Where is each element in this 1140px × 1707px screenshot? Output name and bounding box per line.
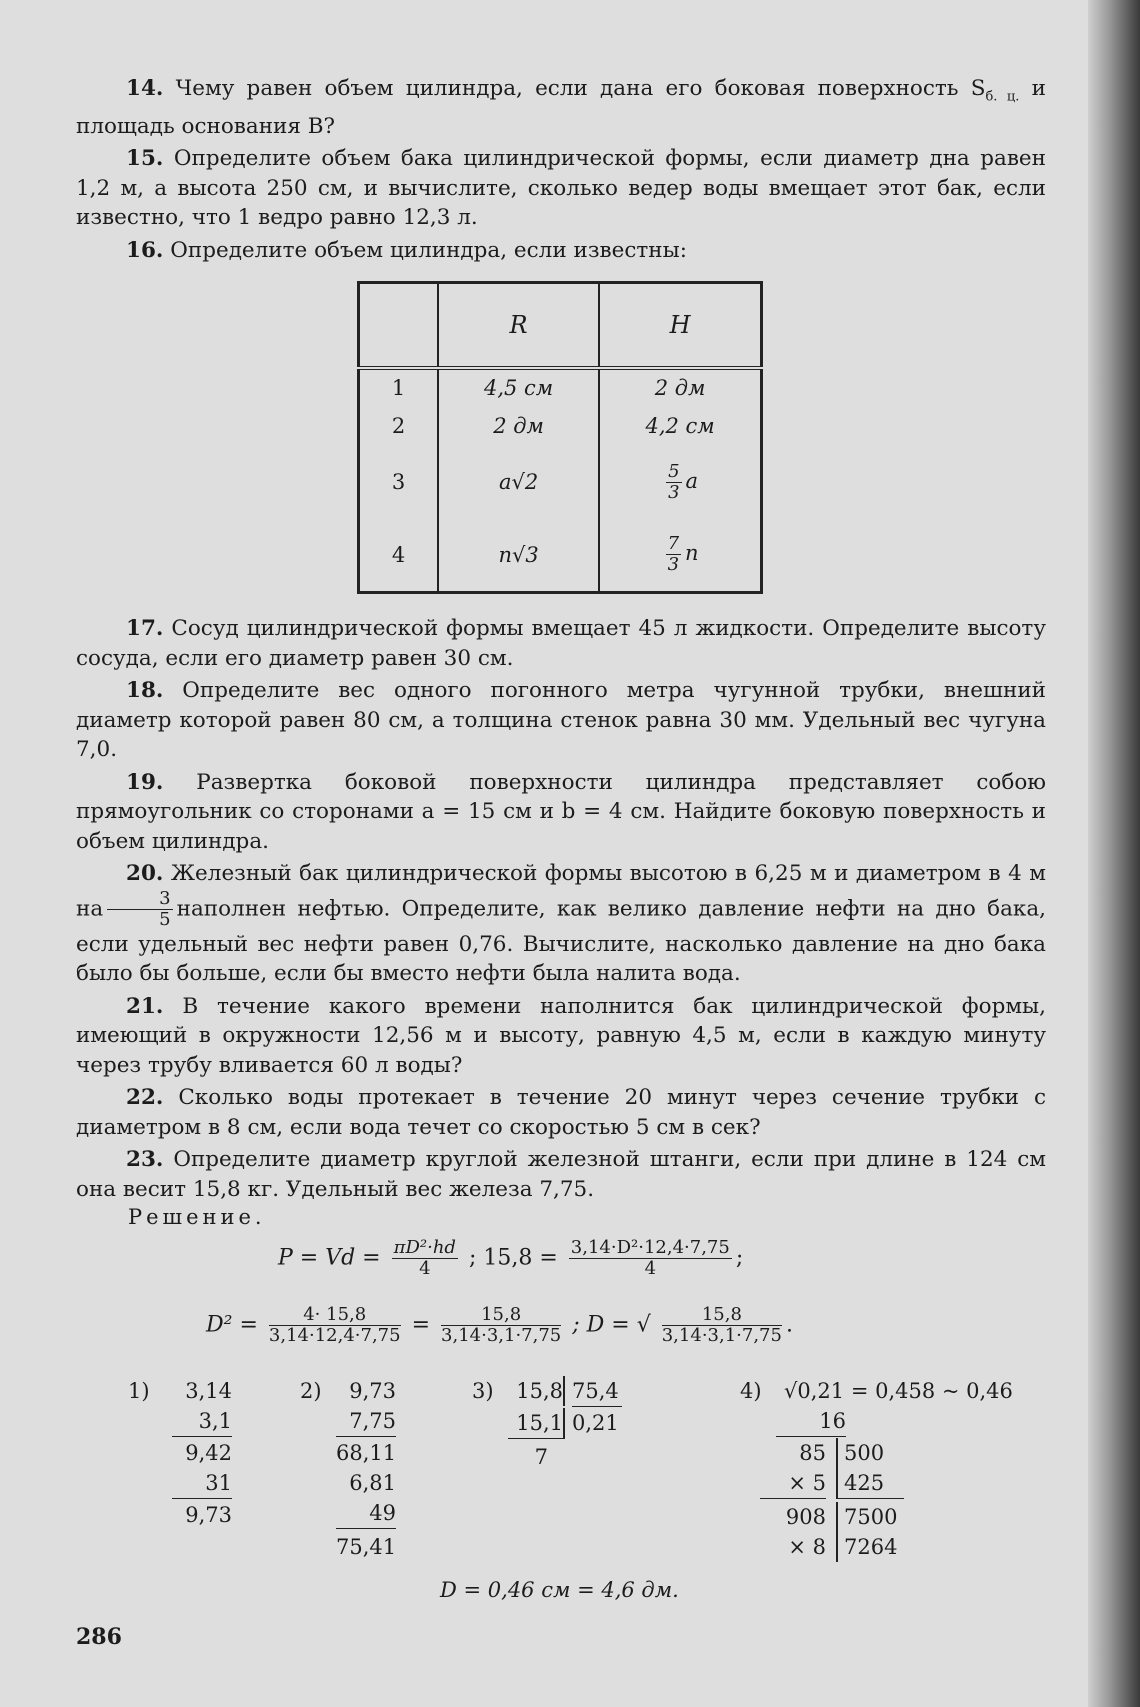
page-number: 286 xyxy=(76,1624,122,1650)
final-result: D = 0,46 см = 4,6 дм. xyxy=(440,1578,679,1602)
book-page: 14. Чему равен объем цилиндра, если дана его боковая поверхность $S_{б. ц.}$ и площадь основания B? 15. Определите объем бака цилиндрической формы, если диаметр дна равен 1,2 м, а высота 250 см, и вычислите, сколько ведер воды вмещает этот бак, если известно, что 1 ведро равно 12,3 л. 16. Определите объем цилиндра, если известны: R H 1 4,5 см 2 дм 2 2 дм 4,2 см 3 a√2 $\frac{5}{3}$ a 4 n√3 $\frac{7}{3}$ n 17. Сосуд цилиндрической формы вмещает 45 л жидкости. Определите высоту сосуда, если его диаметр равен 30 см. 18. Определите вес одного погонного метра чугунной трубки, внешний диаметр которой равен 80 см, а толщина стенок равна 30 мм. Удельный вес чугуна 7,0. 19. Развертка боковой поверхности цилиндра представляет собою прямоугольник со сторонами a = 15 см и b = 4 см. Найдите боковую поверхность и объем цилиндра. 20. Железный бак цилиндрической формы высотою в 6,25 м и диаметром в 4 м на $\frac{3}{5}$ наполнен нефтью. Определите, как велико давление нефти на дно бака, если удельный вес нефти равен 0,76. Вычислите, насколько давление на дно бака было бы больше, если бы вместо нефти была налита вода. 21. В течение какого времени наполнится бак цилиндрической формы, имеющий в окружности 12,56 м и высоту, равную 4,5 м, если в каждую минуту через трубу вливается 60 л воды? 22. Сколько воды протекает в течение 20 минут через сечение трубки с диаметром в 8 см, если вода течет со скоростью 5 см в сек? 23. Определите диаметр круглой железной штанги, если при длине в 124 см она весит 15,8 кг. Удельный вес железа 7,75. Решение. P = Vd = $\frac{\text{πD²·hd}}{4}$ ; 15,8 = $\frac{\text{3,14·D²·12,4·7,75}}{4}$ ; D² = $\frac{4\cdot 15,8}{3,14\cdot 12,4\cdot 7,75}$ = $\frac{15,8}{3,14\cdot 3,1\cdot 7,75}$ ; D = √ $\frac{15,8}{3,14\cdot 3,1\cdot 7,75}$ . 1) 3,14 3,1 9,42 31 9,73 2) 9,73 7,75 68,11 6,81 49 75,41 3) 15,8 75,4 15,1 0,21 7 4) √0,21 = 0,458 ~ 0,46 16 85 500 × 5 425 908 7500 × 8 7264 D = 0,46 см = 4,6 дм. 286 xyxy=(0,0,1140,1707)
problem-16: 16. Определите объем цилиндра, если известны: xyxy=(126,237,687,263)
problems-block-bottom xyxy=(76,614,1046,1207)
table-row: 4 n√3 $\frac{7}{3}$ n xyxy=(359,519,762,593)
table-row: 2 2 дм 4,2 см xyxy=(359,407,762,446)
header-h: H xyxy=(599,283,761,368)
table-row: 3 a√2 $\frac{5}{3}$ a xyxy=(359,445,762,519)
table-header-row xyxy=(359,283,762,368)
problem-21: 21. В течение какого времени наполнится бак цилиндрической формы, имеющий в окружности 12,56 м и высоту, равную 4,5 м, если в каждую минуту через трубу вливается 60 л воды? xyxy=(76,993,1046,1078)
book-binding-shadow xyxy=(1088,0,1140,1707)
formula-2: D² = $\frac{4\cdot 15,8}{3,14\cdot 12,4\cdot 7,75}$ = $\frac{15,8}{3,14\cdot 3,1\cdot 7,75}$ ; D = √ $\frac{15,8}{3,14\cdot 3,1\cdot 7,75}$ . xyxy=(206,1304,793,1346)
problem-22: 22. Сколько воды протекает в течение 20 минут через сечение трубки с диаметром в 8 см, если вода течет со скоростью 5 см в сек? xyxy=(76,1085,1046,1140)
header-r: R xyxy=(438,283,599,368)
problem-23: 23. Определите диаметр круглой железной штанги, если при длине в 124 см она весит 15,8 кг. Удельный вес железа 7,75. xyxy=(76,1147,1046,1202)
fraction-3-5: $\frac{3}{5}$ xyxy=(107,889,172,930)
problem-17: 17. Сосуд цилиндрической формы вмещает 45 л жидкости. Определите высоту сосуда, если его диаметр равен 30 см. xyxy=(76,616,1046,671)
problem-15: 15. Определите объем бака цилиндрической формы, если диаметр дна равен 1,2 м, а высота 250 см, и вычислите, сколько ведер воды вмещает этот бак, если известно, что 1 ведро равно 12,3 л. xyxy=(76,146,1046,231)
table-row: 1 4,5 см 2 дм xyxy=(359,368,762,407)
problem-19: 19. Развертка боковой поверхности цилиндра представляет собою прямоугольник со сторонами a = 15 см и b = 4 см. Найдите боковую поверхность и объем цилиндра. xyxy=(76,769,1046,854)
data-table xyxy=(357,281,763,594)
problems-block-top xyxy=(76,74,1046,268)
solution-heading: Решение. xyxy=(128,1205,266,1229)
problem-18: 18. Определите вес одного погонного метра чугунной трубки, внешний диаметр которой равен 80 см, а толщина стенок равна 30 мм. Удельный вес чугуна 7,0. xyxy=(76,678,1046,762)
formula-1: P = Vd = $\frac{\text{πD²·hd}}{4}$ ; 15,8 = $\frac{\text{3,14·D²·12,4·7,75}}{4}$ ; xyxy=(278,1237,744,1279)
problem-20: 20. Железный бак цилиндрической формы высотою в 6,25 м и диаметром в 4 м на $\frac{3}{5}$ наполнен нефтью. Определите, как велико давление нефти на дно бака, если удельный вес нефти равен 0,76. Вычислите, насколько давление на дно бака было бы больше, если бы вместо нефти была налита вода. xyxy=(76,861,1046,986)
problem-14: 14. Чему равен объем цилиндра, если дана его боковая поверхность $S_{б. ц.}$ и площадь основания B? xyxy=(76,76,1046,139)
